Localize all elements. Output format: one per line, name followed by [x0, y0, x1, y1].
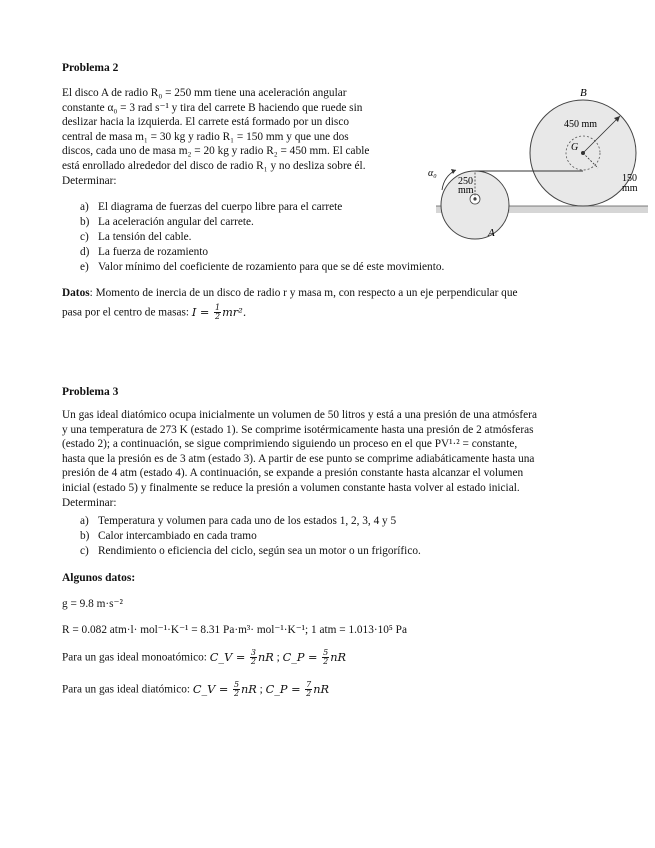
- list-item: [80, 230, 444, 245]
- list-marker: d): [80, 246, 90, 258]
- list-marker: c): [80, 231, 89, 243]
- dim-150-label: 150: [622, 173, 637, 184]
- label-b: B: [580, 87, 587, 99]
- problem-2-title: Problema 2: [62, 62, 119, 74]
- fraction-den: 2: [233, 689, 240, 698]
- list-item-text: La aceleración angular del carrete.: [98, 216, 254, 228]
- fraction-den: 2: [323, 657, 329, 666]
- label-alpha: α₀: [428, 168, 437, 179]
- dim-250-label: 250: [458, 176, 473, 187]
- fraction-den: 2: [306, 689, 312, 698]
- cv-rhs: nR: [241, 682, 257, 696]
- fraction: [233, 681, 240, 698]
- list-item-text: El diagrama de fuerzas del cuerpo libre para el carrete: [98, 201, 343, 213]
- list-item: [80, 260, 444, 275]
- fraction: [214, 304, 221, 321]
- list-item-text: Rendimiento o eficiencia del ciclo, según sea un motor o un frigorífico.: [98, 545, 421, 557]
- fraction-num: 5: [233, 680, 240, 689]
- diatomic-cv: [192, 680, 257, 698]
- statement-line: constante α₀ = 3 rad s⁻¹ y tira del carrete B haciendo que ruede sin: [62, 101, 363, 114]
- fraction: [322, 649, 329, 666]
- datos-label: Datos: [62, 287, 90, 299]
- formula-rhs: mr².: [222, 305, 247, 319]
- list-item-text: Temperatura y volumen para cada uno de los estados 1, 2, 3, 4 y 5: [98, 515, 397, 527]
- fraction: [250, 649, 257, 666]
- fraction: [305, 681, 312, 698]
- list-item: [80, 200, 444, 215]
- cp-lhs: C_P =: [265, 682, 305, 696]
- cp-rhs: nR: [313, 682, 330, 696]
- statement-line: El disco A de radio R₀ = 250 mm tiene una aceleración angular: [62, 87, 347, 99]
- monoatomic-text: Para un gas ideal monoatómico:: [62, 651, 207, 664]
- list-item: [80, 529, 421, 544]
- list-marker: c): [80, 545, 89, 557]
- problem-2-statement: [62, 86, 412, 188]
- statement-line: y una temperatura de 273 K (estado 1). Se comprime isotérmicamente hasta una presión de 2 atmósferas: [62, 423, 534, 436]
- datos-formula-line: [62, 304, 246, 321]
- list-item: [80, 215, 444, 230]
- statement-line: inicial (estado 5) y finalmente se reduce la presión a volumen constante hasta volver al estado inicial.: [62, 481, 520, 494]
- cp-lhs: C_P =: [282, 650, 322, 664]
- datos-line-2: pasa por el centro de masas:: [62, 306, 190, 319]
- problem-2-questions: [80, 200, 444, 275]
- cp-rhs: nR: [330, 650, 347, 664]
- diatomic-cp: [265, 680, 330, 698]
- list-item: [80, 514, 421, 529]
- statement-line: Determinar:: [62, 174, 117, 187]
- label-a: A: [488, 227, 495, 239]
- separator: ;: [259, 683, 263, 696]
- dim-250-unit: mm: [458, 185, 474, 196]
- list-marker: b): [80, 216, 90, 228]
- cv-rhs: nR: [257, 650, 274, 664]
- dim-450-label: 450 mm: [564, 119, 598, 130]
- list-marker: e): [80, 261, 89, 273]
- spool-figure: [422, 80, 650, 240]
- formula-lhs: I =: [191, 305, 213, 319]
- problem-3-title: Problema 3: [62, 386, 119, 398]
- monoatomic-line: [62, 649, 346, 666]
- statement-line: hasta que la presión es de 3 atm (estado 3). A partir de ese punto se comprime adiabáticamente hasta una: [62, 452, 535, 465]
- statement-line: (estado 2); a continuación, se sigue comprimiendo siguiendo un proceso en el que PV¹·² = constante,: [62, 438, 518, 451]
- gas-constant-value: R = 0.082 atm·l· mol⁻¹·K⁻¹ = 8.31 Pa·m³· mol⁻¹·K⁻¹; 1 atm = 1.013·10⁵ Pa: [62, 624, 407, 636]
- fraction-den: 2: [215, 312, 221, 321]
- cv-lhs: C_V =: [209, 650, 249, 664]
- list-marker: a): [80, 515, 89, 527]
- list-item-text: Calor intercambiado en cada tramo: [98, 530, 257, 542]
- fraction-num: 7: [306, 680, 312, 689]
- fraction-num: 5: [323, 648, 329, 657]
- fraction-den: 2: [250, 657, 256, 666]
- gravity-value: g = 9.8 m·s⁻²: [62, 598, 123, 610]
- problem-3-statement: [62, 408, 594, 510]
- monoatomic-cp: [282, 648, 347, 666]
- list-marker: a): [80, 201, 89, 213]
- list-item: [80, 544, 421, 559]
- label-g: G: [571, 142, 579, 153]
- list-item: [80, 245, 444, 260]
- list-marker: b): [80, 530, 90, 542]
- inertia-formula: [191, 303, 247, 321]
- diatomic-line: [62, 681, 329, 698]
- list-item-text: La fuerza de rozamiento: [98, 246, 209, 258]
- statement-line: presión de 4 atm (estado 4). A continuación, se expande a presión constante hasta alcanzar el volumen: [62, 467, 524, 480]
- statement-line: deslizar hacia la izquierda. El carrete está formado por un disco: [62, 116, 349, 129]
- separator: ;: [276, 651, 280, 664]
- statement-line: Un gas ideal diatómico ocupa inicialmente un volumen de 50 litros y está a una presión de una atmósfera: [62, 409, 537, 421]
- cv-lhs: C_V =: [192, 682, 232, 696]
- list-item-text: La tensión del cable.: [98, 231, 192, 243]
- monoatomic-cv: [209, 648, 274, 666]
- datos-text: : Momento de inercia de un disco de radio r y masa m, con respecto a un eje perpendicular que: [89, 287, 518, 299]
- statement-line: Determinar:: [62, 496, 117, 509]
- statement-line: está enrollado alrededor del disco de radio R₁ y no desliza sobre él.: [62, 159, 366, 172]
- diatomic-text: Para un gas ideal diatómico:: [62, 683, 190, 696]
- list-item-text: Valor mínimo del coeficiente de rozamiento para que se dé este movimiento.: [98, 261, 445, 273]
- fraction-num: 3: [250, 648, 256, 657]
- fraction-num: 1: [215, 303, 221, 312]
- dim-150-unit: mm: [622, 183, 638, 194]
- statement-line: discos, cada uno de masa m₂ = 20 kg y radio R₂ = 450 mm. El cable: [62, 145, 370, 158]
- statement-line: central de masa m₁ = 30 kg y radio R₁ = 150 mm y que une dos: [62, 130, 349, 143]
- datos-paragraph: [62, 287, 518, 299]
- algunos-datos-heading: Algunos datos:: [62, 572, 136, 584]
- problem-3-questions: [80, 514, 421, 559]
